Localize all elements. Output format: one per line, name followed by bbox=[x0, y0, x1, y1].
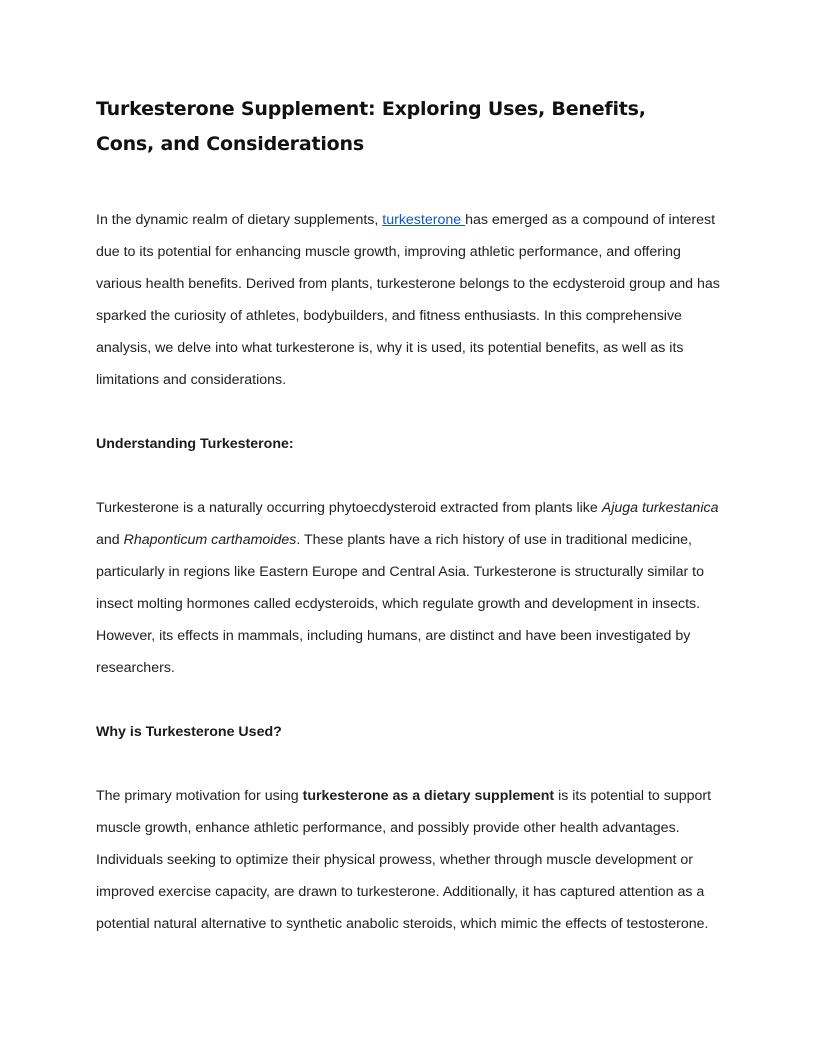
document-body bbox=[96, 92, 720, 940]
why-used-text-1: The primary motivation for using bbox=[96, 788, 303, 804]
understanding-paragraph bbox=[96, 492, 720, 684]
intro-text-before-link: In the dynamic realm of dietary supplements, bbox=[96, 212, 383, 228]
intro-paragraph bbox=[96, 204, 720, 396]
document-title: Turkesterone Supplement: Exploring Uses, Benefits, Cons, and Considerations bbox=[96, 98, 646, 155]
turkesterone-link[interactable]: turkesterone bbox=[382, 212, 466, 228]
why-used-text-2: is its potential to support muscle growth, enhance athletic performance, and possibly provide other health advantages. Individuals seeking to optimize their physical prowess, whether through muscle development or improved exercise capacity, are drawn to turkesterone. Additionally, it has captured attention as a potential natural alternative to synthetic anabolic steroids, which mimic the effects of testosterone. bbox=[96, 788, 712, 932]
why-used-paragraph bbox=[96, 780, 720, 940]
intro-text-after-link: has emerged as a compound of interest due to its potential for enhancing muscle growth, improving athletic performance, and offering various health benefits. Derived from plants, turkesterone belongs to the ecdysteroid group and has sparked the curiosity of athletes, bodybuilders, and fitness enthusiasts. In this comprehensive analysis, we delve into what turkesterone is, why it is used, its potential benefits, as well as its limitations and considerations. bbox=[96, 212, 720, 388]
understanding-text-2: and bbox=[96, 532, 124, 548]
section-heading-understanding: Understanding Turkesterone: bbox=[96, 436, 294, 452]
understanding-text-3: . These plants have a rich history of use in traditional medicine, particularly in regions like Eastern Europe and Central Asia. Turkesterone is structurally similar to insect molting hormones called ecdysteroids, which regulate growth and development in insects. However, its effects in mammals, including humans, are distinct and have been investigated by researchers. bbox=[96, 532, 704, 676]
why-used-bold-phrase: turkesterone as a dietary supplement bbox=[302, 788, 555, 804]
plant-name-rhaponticum: Rhaponticum carthamoides bbox=[123, 532, 297, 548]
section-heading-why-used: Why is Turkesterone Used? bbox=[96, 724, 282, 740]
plant-name-ajuga: Ajuga turkestanica bbox=[601, 500, 719, 516]
understanding-text-1: Turkesterone is a naturally occurring phytoecdysteroid extracted from plants like bbox=[96, 500, 602, 516]
